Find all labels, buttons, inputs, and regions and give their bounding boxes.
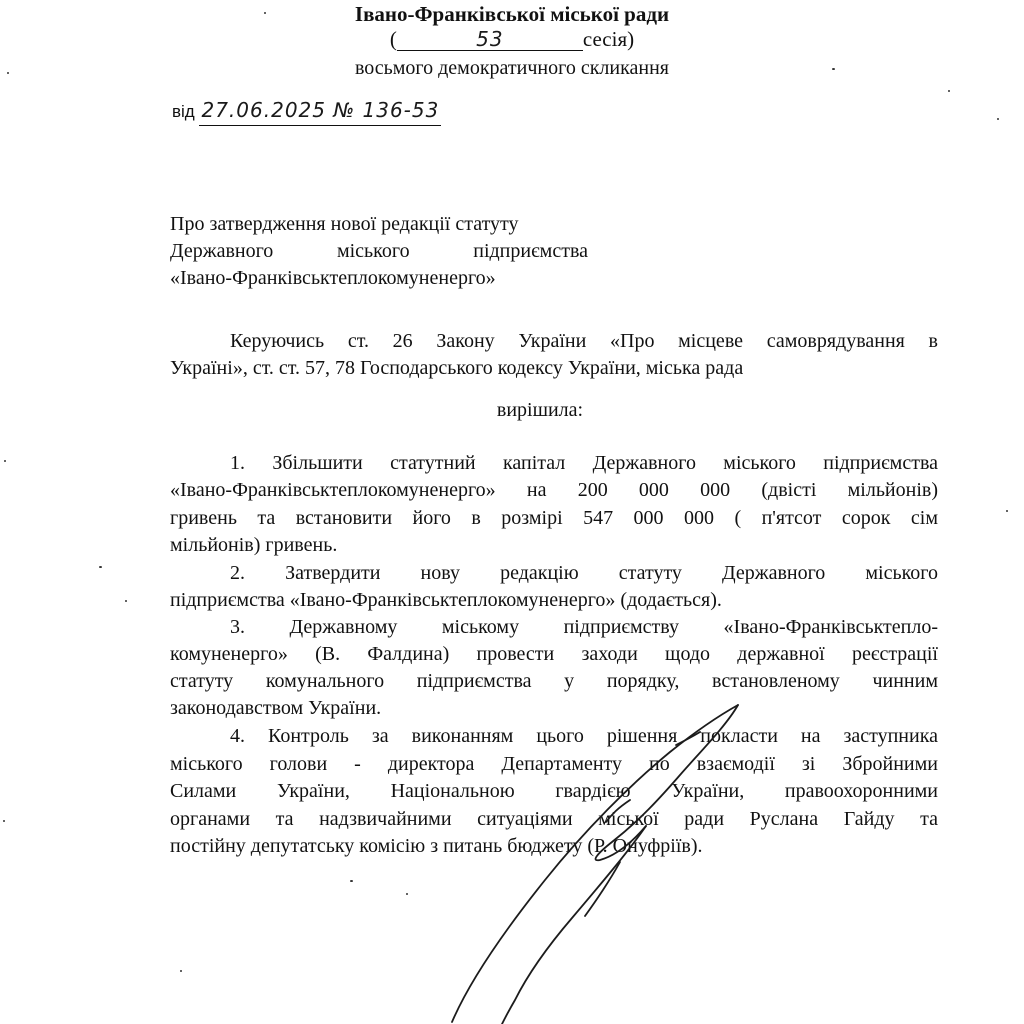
preamble-line-2: Україні», ст. ст. 57, 78 Господарського кодексу України, міська рада (170, 357, 744, 379)
scan-speck (948, 90, 950, 92)
preamble-line-1: Керуючись ст. 26 Закону України «Про місцеве самоврядування в (230, 330, 938, 352)
item-4-line-4: органами та надзвичайними ситуаціями міської ради Руслана Гайду та (170, 808, 938, 830)
session-line (0, 26, 1024, 52)
item-4-line-3: Силами України, Національною гвардією України, правоохоронними (170, 780, 938, 802)
item-3-line-3: статуту комунального підприємства у порядку, встановленому чинним (170, 670, 938, 692)
session-suffix: сесія) (582, 27, 635, 51)
scan-speck (406, 893, 408, 895)
session-open-paren: ( (389, 27, 397, 51)
scan-speck (997, 118, 999, 120)
scan-speck (1006, 510, 1008, 512)
scan-speck (350, 880, 353, 882)
item-1-line-1: 1. Збільшити статутний капітал Державного міського підприємства (230, 452, 938, 474)
decided-heading: вирішила: (496, 399, 584, 421)
scan-speck (264, 12, 266, 14)
date-number-blank (199, 97, 441, 126)
scan-speck (7, 72, 9, 74)
item-3-line-2: комуненерго» (В. Фалдина) провести заходи щодо державної реєстрації (170, 643, 938, 665)
session-number: 53 (476, 27, 504, 51)
scan-speck (3, 820, 5, 822)
date-label: від (172, 102, 195, 121)
item-4-line-2: міського голови - директора Департаменту по взаємодії зі Збройними (170, 753, 938, 775)
scan-speck (125, 600, 127, 602)
convocation-line: восьмого демократичного скликання (354, 57, 670, 79)
item-3-line-4: законодавством України. (170, 697, 382, 719)
item-2-line-1: 2. Затвердити нову редакцію статуту Державного міського (230, 562, 938, 584)
scan-speck (99, 566, 102, 568)
item-4-line-5: постійну депутатську комісію з питань бюджету (Р. Онуфріїв). (170, 835, 703, 857)
item-1-line-4: мільйонів) гривень. (170, 534, 338, 556)
subject-line-2: Державного міського підприємства (170, 240, 588, 262)
decision-date-number: 27.06.2025 № 136-53 (201, 98, 440, 122)
item-1-line-3: гривень та встановити його в розмірі 547 000 000 ( п'ятсот сорок сім (170, 507, 938, 529)
scan-speck (4, 460, 6, 462)
item-2-line-2: підприємства «Івано-Франківськтеплокомуненерго» (додається). (170, 589, 722, 611)
signature-stroke-tail (585, 862, 620, 916)
subject-line-3: «Івано-Франківськтеплокомуненерго» (170, 267, 496, 289)
item-1-line-2: «Івано-Франківськтеплокомуненерго» на 200 000 000 (двісті мільйонів) (170, 479, 938, 501)
item-3-line-1: 3. Державному міському підприємству «Івано-Франківськтепло- (230, 616, 938, 638)
scan-speck (832, 68, 835, 70)
subject-line-1: Про затвердження нової редакції статуту (170, 213, 519, 235)
item-4-line-1: 4. Контроль за виконанням цього рішення покласти на заступника (230, 725, 938, 747)
decision-date-line (172, 97, 441, 126)
scan-speck (180, 970, 182, 972)
council-name: Івано-Франківської міської ради (354, 2, 670, 26)
session-number-blank (397, 28, 583, 51)
